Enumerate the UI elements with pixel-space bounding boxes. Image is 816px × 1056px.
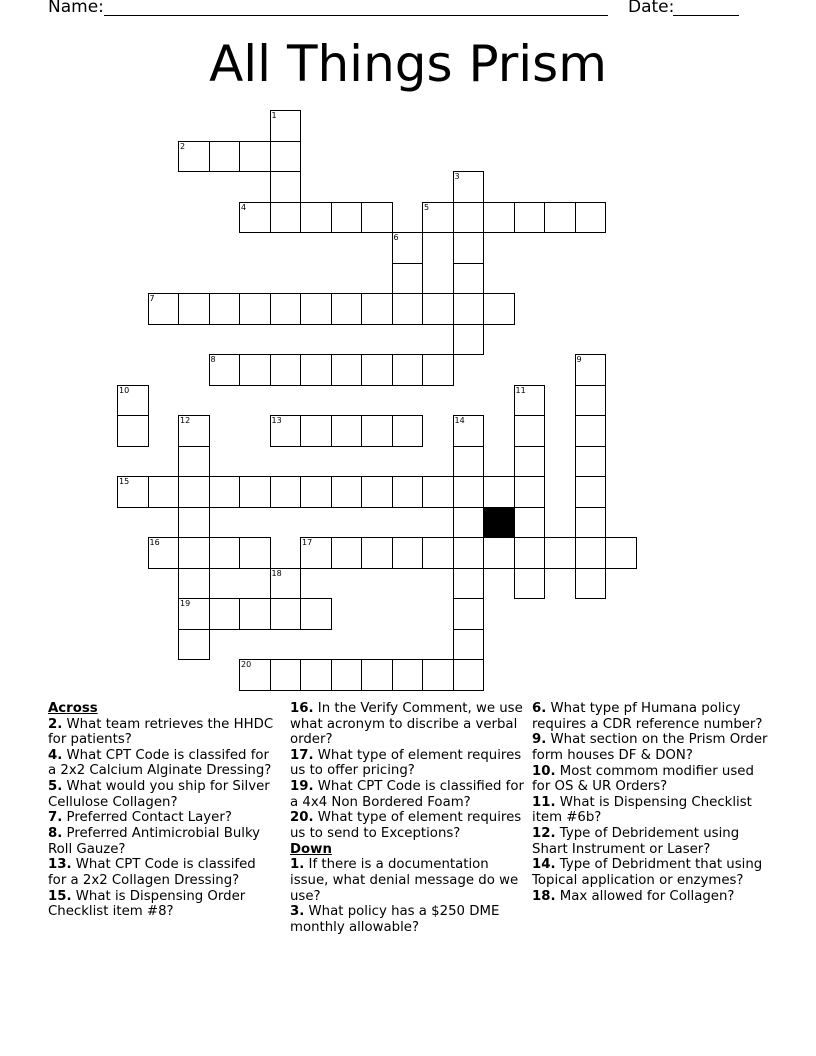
- grid-cell[interactable]: [575, 415, 607, 447]
- grid-cell-4[interactable]: [239, 202, 271, 234]
- grid-cell[interactable]: [575, 476, 607, 508]
- grid-cell[interactable]: [331, 537, 363, 569]
- grid-cell[interactable]: [300, 659, 332, 691]
- grid-cell-10[interactable]: [117, 385, 149, 417]
- grid-cell[interactable]: [422, 293, 454, 325]
- grid-cell-3[interactable]: [453, 171, 485, 203]
- grid-cell[interactable]: [422, 476, 454, 508]
- grid-cell[interactable]: [544, 537, 576, 569]
- clue-number: 8: [210, 355, 216, 364]
- grid-cell[interactable]: [270, 202, 302, 234]
- grid-cell[interactable]: [361, 659, 393, 691]
- grid-cell[interactable]: [331, 659, 363, 691]
- grid-cell[interactable]: [514, 202, 546, 234]
- grid-cell[interactable]: [483, 537, 515, 569]
- clue-down-14: 14. Type of Debridment that using Topical application or enzymes?: [532, 857, 763, 888]
- grid-cell[interactable]: [300, 202, 332, 234]
- grid-cell[interactable]: [270, 598, 302, 630]
- grid-cell[interactable]: [514, 415, 546, 447]
- grid-cell-5[interactable]: [422, 202, 454, 234]
- grid-cell[interactable]: [331, 476, 363, 508]
- clue-number: 20: [241, 660, 252, 669]
- grid-cell[interactable]: [209, 141, 241, 173]
- grid-cell[interactable]: [209, 598, 241, 630]
- clue-across-16: 16. In the Verify Comment, we use what acronym to discribe a verbal order?: [290, 701, 523, 748]
- grid-cell[interactable]: [361, 415, 393, 447]
- clue-across-7: 7. Preferred Contact Layer?: [48, 810, 232, 826]
- grid-cell[interactable]: [148, 476, 180, 508]
- clue-down-3: 3. What policy has a $250 DME monthly allowable?: [290, 904, 500, 935]
- clue-down-10: 10. Most commom modifier used for OS & UR Orders?: [532, 763, 754, 795]
- grid-cell[interactable]: [239, 537, 271, 569]
- clue-across-20: 20. What type of element requires us to send to Exceptions?: [290, 810, 522, 842]
- clue-down-9: 9. What section on the Prism Order form houses DF & DON?: [532, 732, 768, 763]
- grid-cell[interactable]: [392, 537, 424, 569]
- grid-cell-18[interactable]: [270, 568, 302, 600]
- grid-cell[interactable]: [270, 659, 302, 691]
- clue-across-13: 13. What CPT Code is classifed for a 2x2 Collagen Dressing?: [48, 857, 256, 888]
- date-label: Date:: [628, 0, 675, 17]
- grid-cell[interactable]: [361, 202, 393, 234]
- grid-cell-13[interactable]: [270, 415, 302, 447]
- grid-cell[interactable]: [331, 354, 363, 386]
- clue-number: 7: [149, 294, 155, 303]
- clue-across-4: 4. What CPT Code is classifed for a 2x2 Calcium Alginate Dressing?: [48, 747, 272, 779]
- grid-cell-8[interactable]: [209, 354, 241, 386]
- grid-cell[interactable]: [392, 293, 424, 325]
- puzzle-title: All Things Prism: [209, 35, 607, 93]
- grid-cell-7[interactable]: [148, 293, 180, 325]
- grid-cell[interactable]: [453, 476, 485, 508]
- grid-cell[interactable]: [483, 293, 515, 325]
- clue-number: 15: [119, 477, 130, 486]
- grid-cell[interactable]: [514, 537, 546, 569]
- clues-column-2: [290, 701, 526, 935]
- grid-cell[interactable]: [178, 537, 210, 569]
- grid-cell[interactable]: [239, 598, 271, 630]
- clue-across-8: 8. Preferred Antimicrobial Bulky Roll Gauze?: [48, 826, 261, 857]
- clue-across-2: 2. What team retrieves the HHDC for patients?: [48, 716, 274, 748]
- grid-cell-16[interactable]: [148, 537, 180, 569]
- clue-down-11: 11. What is Dispensing Checklist item #6b?: [532, 794, 752, 826]
- grid-cell[interactable]: [270, 354, 302, 386]
- grid-cell[interactable]: [605, 537, 637, 569]
- grid-cell[interactable]: [453, 293, 485, 325]
- grid-cell[interactable]: [239, 293, 271, 325]
- grid-cell[interactable]: [514, 476, 546, 508]
- grid-cell[interactable]: [453, 202, 485, 234]
- grid-cell[interactable]: [361, 354, 393, 386]
- grid-cell[interactable]: [178, 568, 210, 600]
- grid-cell[interactable]: [331, 415, 363, 447]
- clue-number: 1: [271, 111, 277, 120]
- grid-cell[interactable]: [270, 476, 302, 508]
- grid-cell[interactable]: [178, 293, 210, 325]
- grid-cell[interactable]: [514, 446, 546, 478]
- grid-cell[interactable]: [422, 537, 454, 569]
- grid-cell-2[interactable]: [178, 141, 210, 173]
- grid-cell[interactable]: [575, 202, 607, 234]
- grid-cell[interactable]: [117, 415, 149, 447]
- grid-cell[interactable]: [392, 354, 424, 386]
- clue-number: 12: [180, 416, 191, 425]
- grid-cell[interactable]: [422, 354, 454, 386]
- grid-cell[interactable]: [300, 293, 332, 325]
- grid-cell[interactable]: [270, 171, 302, 203]
- clue-number: 3: [454, 172, 460, 181]
- grid-cell[interactable]: [453, 324, 485, 356]
- grid-cell[interactable]: [453, 659, 485, 691]
- grid-cell-12[interactable]: [178, 415, 210, 447]
- clue-number: 4: [241, 202, 247, 212]
- clue-number: 6: [393, 233, 399, 242]
- grid-cell[interactable]: [453, 446, 485, 478]
- grid-cell[interactable]: [178, 629, 210, 661]
- grid-cell[interactable]: [178, 476, 210, 508]
- grid-cell[interactable]: [270, 293, 302, 325]
- grid-cell[interactable]: [422, 659, 454, 691]
- clue-across-19: 19. What CPT Code is classified for a 4x4 Non Bordered Foam?: [290, 779, 524, 810]
- grid-cell[interactable]: [453, 232, 485, 264]
- clue-number: 16: [149, 538, 160, 547]
- grid-cell[interactable]: [453, 598, 485, 630]
- grid-cell[interactable]: [392, 659, 424, 691]
- grid-cell[interactable]: [178, 507, 210, 539]
- clue-number: 10: [119, 385, 130, 395]
- grid-cell-6[interactable]: [392, 232, 424, 264]
- grid-cell[interactable]: [575, 507, 607, 539]
- grid-cell[interactable]: [209, 537, 241, 569]
- clue-down-6: 6. What type pf Humana policy requires a CDR reference number?: [532, 701, 763, 732]
- grid-cell[interactable]: [361, 476, 393, 508]
- grid-cell[interactable]: [483, 476, 515, 508]
- clue-number: 14: [454, 416, 465, 425]
- grid-cell-14[interactable]: [453, 415, 485, 447]
- grid-cell-19[interactable]: [178, 598, 210, 630]
- grid-cell[interactable]: [209, 293, 241, 325]
- grid-cell[interactable]: [575, 568, 607, 600]
- grid-cell[interactable]: [361, 293, 393, 325]
- clue-number: 18: [271, 568, 282, 578]
- grid-cell-20[interactable]: [239, 659, 271, 691]
- grid-cell[interactable]: [300, 476, 332, 508]
- clue-number: 2: [180, 141, 186, 151]
- grid-cell[interactable]: [239, 141, 271, 173]
- grid-cell[interactable]: [392, 415, 424, 447]
- grid-cell[interactable]: [300, 354, 332, 386]
- grid-cell[interactable]: [209, 476, 241, 508]
- grid-cell[interactable]: [514, 507, 546, 539]
- clues-column-1: [48, 701, 278, 920]
- grid-cell[interactable]: [453, 629, 485, 661]
- black-cell: [483, 507, 515, 539]
- clue-down-1: 1. If there is a documentation issue, what denial message do we use?: [290, 857, 519, 904]
- clues-column-3: [532, 701, 772, 904]
- grid-cell[interactable]: [544, 202, 576, 234]
- grid-cell[interactable]: [392, 263, 424, 295]
- grid-cell[interactable]: [178, 446, 210, 478]
- grid-cell[interactable]: [331, 202, 363, 234]
- clue-down-18: 18. Max allowed for Collagen?: [532, 888, 735, 904]
- grid-cell[interactable]: [361, 537, 393, 569]
- grid-cell[interactable]: [300, 415, 332, 447]
- across-heading: Across: [48, 701, 98, 716]
- grid-cell[interactable]: [453, 568, 485, 600]
- grid-cell[interactable]: [270, 141, 302, 173]
- clue-down-12: 12. Type of Debridement using Shart Instrument or Laser?: [532, 826, 740, 857]
- grid-cell[interactable]: [453, 263, 485, 295]
- clue-number: 13: [271, 416, 282, 425]
- grid-cell[interactable]: [331, 293, 363, 325]
- grid-cell-1[interactable]: [270, 110, 302, 142]
- grid-cell-9[interactable]: [575, 354, 607, 386]
- clue-across-17: 17. What type of element requires us to offer pricing?: [290, 747, 522, 779]
- clue-across-5: 5. What would you ship for Silver Cellulose Collagen?: [48, 779, 270, 810]
- grid-cell-11[interactable]: [514, 385, 546, 417]
- clue-across-15: 15. What is Dispensing Order Checklist item #8?: [48, 888, 246, 920]
- clue-number: 11: [515, 385, 526, 395]
- name-label: Name:: [48, 0, 104, 17]
- grid-cell[interactable]: [300, 598, 332, 630]
- grid-cell[interactable]: [575, 385, 607, 417]
- down-heading: Down: [290, 841, 332, 857]
- clue-number: 5: [424, 202, 430, 212]
- grid-cell[interactable]: [392, 476, 424, 508]
- clue-number: 19: [180, 599, 191, 608]
- grid-cell-15[interactable]: [117, 476, 149, 508]
- grid-cell[interactable]: [483, 202, 515, 234]
- grid-cell[interactable]: [453, 507, 485, 539]
- grid-cell[interactable]: [575, 446, 607, 478]
- grid-cell[interactable]: [239, 476, 271, 508]
- clue-number: 17: [302, 538, 313, 547]
- grid-cell-17[interactable]: [300, 537, 332, 569]
- grid-cell[interactable]: [514, 568, 546, 600]
- grid-cell[interactable]: [453, 537, 485, 569]
- grid-cell[interactable]: [239, 354, 271, 386]
- grid-cell[interactable]: [575, 537, 607, 569]
- clue-number: 9: [576, 355, 582, 364]
